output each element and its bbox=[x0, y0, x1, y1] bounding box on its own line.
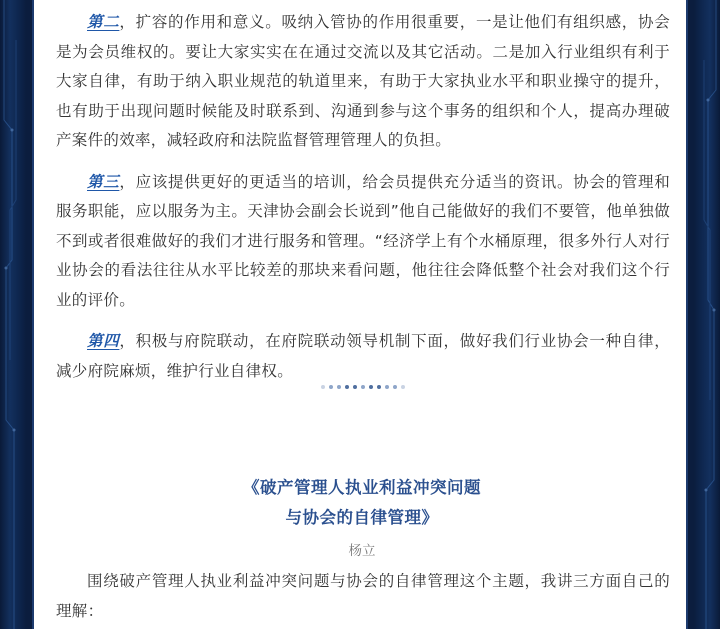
article-card bbox=[32, 0, 688, 629]
divider-dot bbox=[337, 385, 341, 389]
divider-dot bbox=[369, 385, 373, 389]
article-title-line-2: 与协会的自律管理》 bbox=[285, 508, 439, 527]
paragraph-text: ，积极与府院联动，在府院联动领导机制下面，做好我们行业协会一种自律，减少府院麻烦，维护行业自律权。 bbox=[56, 332, 671, 380]
divider-dot bbox=[377, 385, 381, 389]
divider-dot bbox=[345, 385, 349, 389]
paragraph-second bbox=[56, 8, 670, 156]
paragraph-text: ，扩容的作用和意义。吸纳入管协的作用很重要，一是让他们有组织感，协会是为会员维权的。要让大家实实在在通过交流以及其它活动。二是加入行业组织有利于大家自律，有助于纳入职业规范的轨道里来，有助于大家执业水平和职业操守的提升，也有助于出现问题时候能及时联系到、沟通到参与这个事务的组织和个人，提高办理破产案件的效率，减轻政府和法院监督管理管理人的负担。 bbox=[56, 13, 671, 149]
paragraph-fourth bbox=[56, 327, 670, 386]
divider-dot bbox=[385, 385, 389, 389]
article-intro: 围绕破产管理人执业利益冲突问题与协会的自律管理这个主题，我讲三方面自己的理解： bbox=[56, 572, 670, 620]
divider-dot bbox=[393, 385, 397, 389]
divider-dot bbox=[321, 385, 325, 389]
divider-dot bbox=[353, 385, 357, 389]
paragraph-lead: 第四 bbox=[87, 332, 120, 350]
paragraph-third bbox=[56, 168, 670, 316]
right-circuit-decoration bbox=[698, 0, 720, 629]
divider-dot bbox=[401, 385, 405, 389]
article-author: 杨立 bbox=[348, 543, 376, 559]
paragraph-lead: 第二 bbox=[87, 13, 120, 31]
paragraph-text: ，应该提供更好的更适当的培训，给会员提供充分适当的资讯。协会的管理和服务职能，应以服务为主。天津协会副会长说到”他自己能做好的我们不要管，他单独做不到或者很难做好的我们才进行服务和管理。“经济学上有个水桶原理，很多外行人对行业协会的看法往往从水平比较差的那块来看问题，他往往会降低整个社会对我们这个行业的评价。 bbox=[56, 172, 671, 309]
divider-dot bbox=[361, 385, 365, 389]
paragraph-lead: 第三 bbox=[87, 172, 120, 191]
article-title-line-1: 《破产管理人执业利益冲突问题 bbox=[243, 478, 481, 497]
article-body bbox=[56, 8, 670, 398]
left-circuit-decoration bbox=[0, 0, 22, 629]
divider-dot bbox=[329, 385, 333, 389]
section-divider-dots bbox=[321, 384, 405, 390]
